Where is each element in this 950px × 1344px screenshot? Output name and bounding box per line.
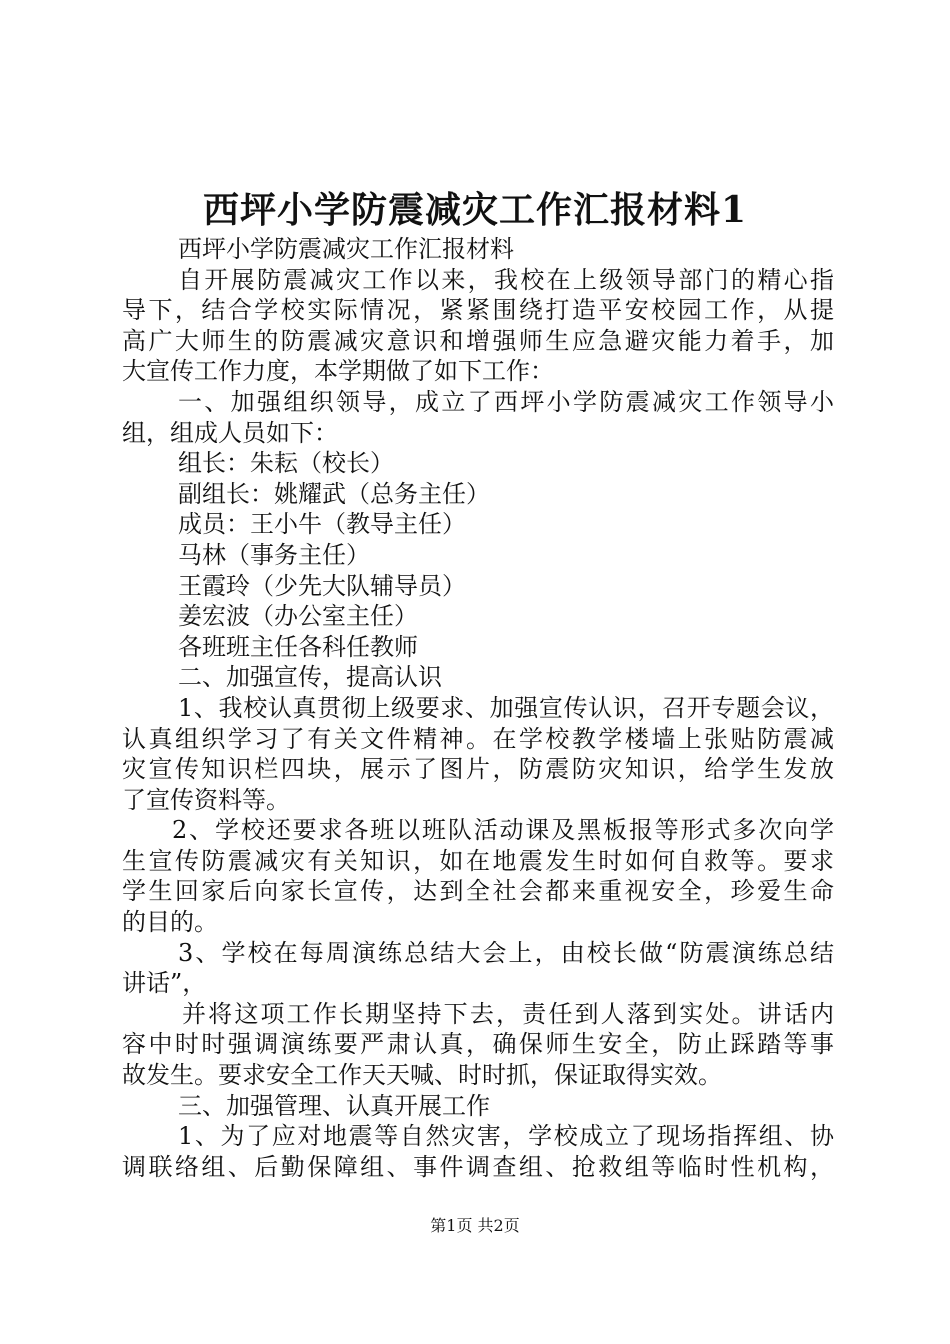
text-line: 一、加强组织领导，成立了西坪小学防震减灾工作领导小	[178, 387, 834, 416]
text-line: 姜宏波（办公室主任）	[178, 602, 418, 631]
text-line: 各班班主任各科任教师	[178, 632, 418, 661]
text-line: 灾宣传知识栏四块，展示了图片，防震防灾知识，给学生发放	[122, 755, 834, 784]
text-line: 大宣传工作力度，本学期做了如下工作：	[122, 357, 554, 386]
text-line: 自开展防震减灾工作以来，我校在上级领导部门的精心指	[178, 265, 834, 294]
text-line: 的目的。	[122, 908, 218, 937]
text-line: 1、我校认真贯彻上级要求、加强宣传认识，召开专题会议，	[178, 693, 834, 722]
text-line: 副组长：姚耀武（总务主任）	[178, 479, 490, 508]
text-line: 三、加强管理、认真开展工作	[178, 1091, 490, 1120]
document-body	[122, 234, 834, 1182]
text-line: 并将这项工作长期坚持下去，责任到人落到实处。讲话内	[182, 999, 834, 1028]
text-line: 容中时时强调演练要严肃认真，确保师生安全，防止踩踏等事	[122, 1030, 834, 1059]
text-line: 生宣传防震减灾有关知识，如在地震发生时如何自救等。要求	[122, 846, 834, 875]
text-line: 马林（事务主任）	[178, 540, 370, 569]
text-line: 认真组织学习了有关文件精神。在学校教学楼墙上张贴防震减	[122, 724, 834, 753]
text-line: 导下，结合学校实际情况，紧紧围绕打造平安校园工作，从提	[122, 296, 834, 325]
text-line: 调联络组、后勤保障组、事件调查组、抢救组等临时性机构，	[122, 1152, 834, 1181]
text-line: 故发生。要求安全工作天天喊、时时抓，保证取得实效。	[122, 1061, 722, 1090]
text-line: 讲话”，	[122, 969, 207, 998]
text-line: 1、为了应对地震等自然灾害，学校成立了现场指挥组、协	[178, 1122, 834, 1151]
text-line: 成员：王小牛（教导主任）	[178, 510, 466, 539]
text-line: 组长：朱耘（校长）	[178, 449, 394, 478]
text-line: 组，组成人员如下：	[122, 418, 338, 447]
text-line: 西坪小学防震减灾工作汇报材料	[178, 235, 514, 263]
page-footer: 第1页 共2页	[430, 1216, 520, 1235]
text-line: 高广大师生的防震减灾意识和增强师生应急避灾能力着手，加	[122, 326, 834, 355]
text-line: 二、加强宣传，提高认识	[178, 663, 442, 692]
text-line: 3、学校在每周演练总结大会上，由校长做“防震演练总结	[178, 938, 834, 967]
text-line: 学生回家后向家长宣传，达到全社会都来重视安全，珍爱生命	[122, 877, 834, 906]
document-title: 西坪小学防震减灾工作汇报材料1	[202, 189, 748, 231]
text-line: 2、学校还要求各班以班队活动课及黑板报等形式多次向学	[172, 816, 834, 845]
text-line: 王霞玲（少先大队辅导员）	[178, 571, 466, 600]
text-line: 了宣传资料等。	[122, 785, 290, 814]
